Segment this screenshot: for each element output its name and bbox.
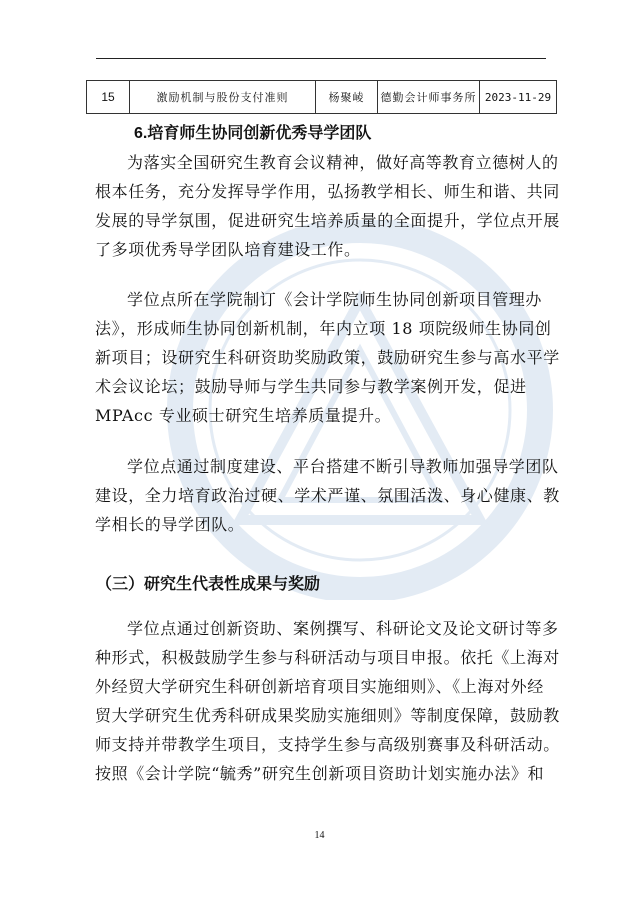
speaker-firm: 德勤会计师事务所	[378, 81, 480, 114]
lecture-title: 激励机制与股份支付准则	[130, 81, 316, 114]
speaker-name: 杨聚崚	[316, 81, 378, 114]
paragraph-line: 贸大学研究生优秀科研成果奖励实施细则》等制度保障，鼓励教	[95, 706, 560, 725]
table-row	[87, 81, 557, 114]
paragraph-line: 术会议论坛；鼓励导师与学生共同参与教学案例开发，促进	[95, 377, 527, 396]
paragraph-line: 发展的导学氛围，促进研究生培养质量的全面提升，学位点开展	[95, 211, 560, 230]
paragraph-line: 外经贸大学研究生科研创新培育项目实施细则》、《上海对外经	[95, 677, 544, 696]
header-rule	[96, 58, 546, 59]
paragraph-line: MPAcc 专业硕士研究生培养质量提升。	[95, 406, 392, 425]
row-number: 15	[87, 81, 130, 114]
paragraph-line: 法》，形成师生协同创新机制，年内立项 18 项院级师生协同创	[95, 319, 552, 338]
paragraph-line: 了多项优秀导学团队培育建设工作。	[95, 240, 361, 259]
page-number: 14	[314, 830, 325, 841]
paragraph-line: 建设，全力培育政治过硬、学术严谨、氛围活泼、身心健康、教	[95, 486, 560, 505]
section3-heading: （三）研究生代表性成果与奖励	[96, 574, 321, 593]
paragraph-line: 师支持并带教学生项目，支持学生参与高级别赛事及科研活动。	[95, 735, 560, 754]
paragraph-line: 学位点通过制度建设、平台搭建不断引导教师加强导学团队	[127, 457, 559, 476]
lecture-table	[86, 80, 557, 114]
paragraph-line: 学位点所在学院制订《会计学院师生协同创新项目管理办	[127, 290, 543, 309]
paragraph-line: 根本任务，充分发挥导学作用，弘扬教学相长、师生和谐、共同	[95, 182, 560, 201]
paragraph-line: 学相长的导学团队。	[95, 515, 245, 534]
section6-heading-number: 6.	[134, 125, 148, 142]
paragraph-line: 按照《会计学院“毓秀”研究生创新项目资助计划实施办法》和	[95, 764, 545, 783]
paragraph-2	[95, 285, 560, 430]
lecture-date: 2023-11-29	[480, 81, 557, 114]
section6-heading	[134, 120, 371, 143]
paragraph-1	[95, 148, 560, 264]
paragraph-line: 种形式，积极鼓励学生参与科研活动与项目申报。依托《上海对	[95, 648, 560, 667]
paragraph-line: 学位点通过创新资助、案例撰写、科研论文及论文研讨等多	[127, 619, 559, 638]
paragraph-line: 为落实全国研究生教育会议精神，做好高等教育立德树人的	[127, 153, 559, 172]
paragraph-4	[95, 614, 560, 788]
paragraph-3	[95, 452, 560, 539]
section6-heading-text: 培育师生协同创新优秀导学团队	[147, 123, 372, 142]
paragraph-line: 新项目；设研究生科研资助奖励政策，鼓励研究生参与高水平学	[95, 348, 560, 367]
